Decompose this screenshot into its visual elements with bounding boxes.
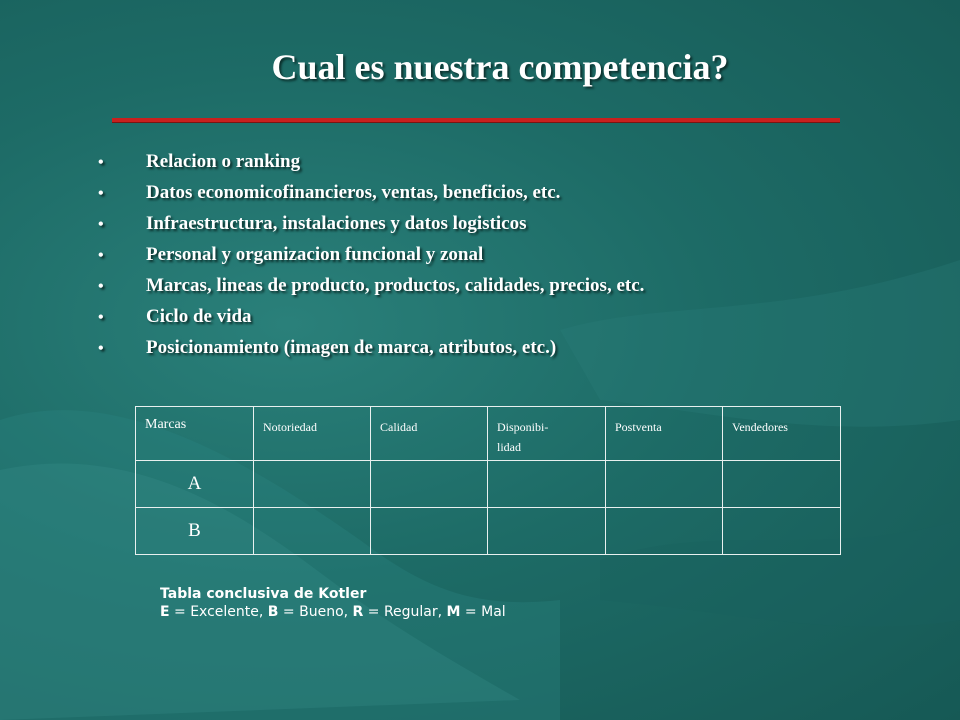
table-cell — [606, 461, 723, 508]
table-cell — [371, 461, 488, 508]
bullet-item: • Personal y organizacion funcional y zonal — [98, 243, 644, 274]
bullet-dot-icon: • — [98, 309, 104, 326]
bullet-dot-icon: • — [98, 247, 104, 264]
header-calidad: Calidad — [371, 407, 488, 461]
bullet-dot-icon: • — [98, 216, 104, 233]
slide-title: Cual es nuestra competencia? — [271, 47, 729, 87]
bullet-item: • Infraestructura, instalaciones y datos logisticos — [98, 212, 644, 243]
bullet-list — [98, 150, 644, 367]
table-cell — [371, 508, 488, 555]
table-header-row — [136, 407, 841, 461]
header-disponibilidad: Disponibi- lidad — [488, 407, 606, 461]
row-label-b: B — [136, 508, 254, 555]
bullet-dot-icon: • — [98, 154, 104, 171]
table-cell — [606, 508, 723, 555]
header-marcas: Marcas — [136, 407, 254, 461]
header-notoriedad: Notoriedad — [254, 407, 371, 461]
kotler-table — [135, 406, 841, 555]
title-underline-rule — [112, 118, 840, 122]
header-postventa: Postventa — [606, 407, 723, 461]
table-row — [136, 461, 841, 508]
bullet-item: • Relacion o ranking — [98, 150, 644, 181]
bullet-dot-icon: • — [98, 185, 104, 202]
bullet-item: • Ciclo de vida — [98, 305, 644, 336]
bullet-item: • Posicionamiento (imagen de marca, atributos, etc.) — [98, 336, 644, 367]
caption-legend: E = Excelente, B = Bueno, R = Regular, M = Mal — [160, 604, 506, 620]
row-label-a: A — [136, 461, 254, 508]
table-cell — [488, 461, 606, 508]
table-cell — [488, 508, 606, 555]
caption-title: Tabla conclusiva de Kotler — [160, 586, 367, 602]
table-cell — [254, 508, 371, 555]
header-vendedores: Vendedores — [723, 407, 841, 461]
table-caption — [160, 585, 506, 621]
bullet-item: • Marcas, lineas de producto, productos, calidades, precios, etc. — [98, 274, 644, 305]
table-cell — [723, 508, 841, 555]
table-row — [136, 508, 841, 555]
bullet-dot-icon: • — [98, 340, 104, 357]
bullet-dot-icon: • — [98, 278, 104, 295]
table-cell — [254, 461, 371, 508]
table-cell — [723, 461, 841, 508]
bullet-item: • Datos economicofinancieros, ventas, beneficios, etc. — [98, 181, 644, 212]
